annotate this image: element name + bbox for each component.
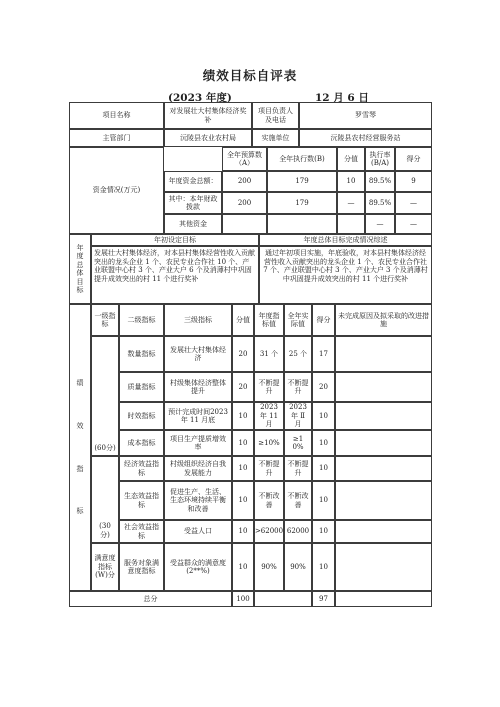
funds-cell: 200 (222, 171, 267, 192)
indicator-header: 三级指标 (164, 304, 232, 336)
contact-value: 罗雪琴 (299, 102, 432, 129)
actual-cell: ≥1 0% (284, 430, 312, 456)
target-cell: 不断提升 (254, 372, 284, 402)
target-cell: 2023 年 11 月 (254, 402, 284, 430)
level3-cell: 项目生产提质增效率 (164, 430, 232, 456)
level2-cell: 质量指标 (119, 372, 164, 402)
funds-cell: 9 (395, 171, 432, 192)
actual-cell: 不断提升 (284, 456, 312, 481)
level3-cell: 预计完成时间2023 年 11 月底 (164, 402, 232, 430)
funds-cell: — (365, 214, 395, 234)
level2-cell: 生态效益指标 (119, 481, 164, 520)
actual-cell: 25 个 (284, 336, 312, 372)
level3-cell: 促进生产、生活、生态环境持续平衡和改善 (164, 481, 232, 520)
indicator-header: 全年实际值 (284, 304, 312, 336)
funds-cell: 10 (337, 171, 365, 192)
dept-label: 主管部门 (69, 129, 164, 147)
actual-cell: 62000 (284, 520, 312, 543)
level3-cell: 发展壮大村集体经济 (164, 336, 232, 372)
funds-cell (267, 214, 337, 234)
target-cell: 90% (254, 543, 284, 591)
note-cell (335, 336, 432, 372)
note-cell (335, 520, 432, 543)
level3-cell: 村级集体经济整体提升 (164, 372, 232, 402)
funds-cell: 179 (267, 171, 337, 192)
funds-cell (222, 214, 267, 234)
got-cell: 10 (312, 481, 335, 520)
indicator-header: 二级指标 (119, 304, 164, 336)
funds-cell: 200 (222, 192, 267, 214)
score-cell: 20 (232, 372, 254, 402)
level3-cell: 村级组织经济自我发展能力 (164, 456, 232, 481)
dept-value: 沅陵县农业农村局 (164, 129, 252, 147)
got-cell: 17 (312, 336, 335, 372)
level2-cell: 数量指标 (119, 336, 164, 372)
score-cell: 10 (232, 520, 254, 543)
year-label: (2023 年度) (168, 92, 232, 104)
contact-label: 项目负责人及电话 (252, 102, 299, 129)
got-cell: 10 (312, 430, 335, 456)
funds-header-points: 分值 (337, 147, 365, 171)
note-cell (335, 456, 432, 481)
date-label: 12 月 6 日 (315, 92, 369, 104)
score-cell: 10 (232, 430, 254, 456)
level2-cell: 社会效益指标 (119, 520, 164, 543)
total-got: 97 (312, 591, 335, 607)
project-name-label: 项目名称 (69, 102, 164, 129)
indicator-header: 年度指标值 (254, 304, 284, 336)
note-cell (335, 543, 432, 591)
completion-text: 通过年初项目实施，年底验收，对本县村集体经济经营性收入贡献突出的龙头企业 1 个、农民专业合作社 7 个、产业联盟中心村 3 个、产业大户 3 个及消薄村中巩固提升成效突出的村 11 个进行奖补 (259, 246, 432, 304)
initial-goal-header: 年初设定目标 (91, 234, 259, 246)
level3-cell: 受益群众的满意度(2**%) (164, 543, 232, 591)
total-score: 100 (232, 591, 254, 607)
target-cell: >62000 (254, 520, 284, 543)
funds-cell: — (337, 192, 365, 214)
funds-cell: 89.5% (365, 171, 395, 192)
funds-header-executed: 全年执行数(B) (267, 147, 337, 171)
indicators-side-label: 绩 效 指 标 (69, 304, 91, 591)
target-cell: 不断提升 (254, 456, 284, 481)
funds-row-label: 其他资金 (164, 214, 222, 234)
total-note (335, 591, 432, 607)
total-blank (254, 591, 312, 607)
funds-header-score: 得分 (395, 147, 432, 171)
score-cell: 10 (232, 456, 254, 481)
level1-benefit: (30 分) (91, 456, 119, 543)
level1-output: (60分) (91, 336, 119, 456)
unit-label: 实施单位 (252, 129, 299, 147)
level1-satisfaction: 满意度指标(W)分 (91, 543, 119, 591)
funds-cell: — (395, 192, 432, 214)
target-cell: 31 个 (254, 336, 284, 372)
level2-cell: 经济效益指标 (119, 456, 164, 481)
project-name-value: 对发展壮大村集体经济奖补 (164, 102, 252, 129)
funds-header-rate: 执行率(B/A) (365, 147, 395, 171)
actual-cell: 不断提升 (284, 372, 312, 402)
total-label: 总分 (69, 591, 232, 607)
level2-cell: 时效指标 (119, 402, 164, 430)
note-cell (335, 372, 432, 402)
got-cell: 10 (312, 456, 335, 481)
funds-cell: 89.5% (365, 192, 395, 214)
funds-corner (164, 147, 222, 171)
score-cell: 10 (232, 481, 254, 520)
level2-cell: 服务对象满意度指标 (119, 543, 164, 591)
got-cell: 10 (312, 543, 335, 591)
evaluation-table (69, 102, 432, 610)
score-cell: 10 (232, 543, 254, 591)
indicator-header: 分值 (232, 304, 254, 336)
score-cell: 20 (232, 336, 254, 372)
got-cell: 20 (312, 372, 335, 402)
funds-header-budget: 全年预算数（A） (222, 147, 267, 171)
level2-cell: 成本指标 (119, 430, 164, 456)
target-cell: ≥10% (254, 430, 284, 456)
level3-cell: 受益人口 (164, 520, 232, 543)
initial-goal-text: 发展壮大村集体经济，对本县村集体经营性收入贡献突出的龙头企业 1 个、农民专业合作社 10 个、产业联盟中心村 3 个、产业大户 6 个及消薄村中巩固提升成效突出的村 11 个进行奖补 (91, 246, 259, 304)
got-cell: 10 (312, 520, 335, 543)
unit-value: 沅陵县农村经营服务站 (299, 129, 432, 147)
goals-side-label: 年 度 总 体 目 标 (69, 234, 91, 304)
funds-cell: 179 (267, 192, 337, 214)
got-cell: 10 (312, 402, 335, 430)
actual-cell: 2023 年 Ⅱ 月 (284, 402, 312, 430)
form-title: 绩效目标自评表 (202, 68, 298, 83)
note-cell (335, 430, 432, 456)
score-cell: 10 (232, 402, 254, 430)
funds-cell: — (395, 214, 432, 234)
target-cell: 不断改善 (254, 481, 284, 520)
actual-cell: 不断改善 (284, 481, 312, 520)
completion-header: 年度总体目标完成情况综述 (259, 234, 432, 246)
funds-row-label: 年度资金总额： (164, 171, 222, 192)
funds-cell (337, 214, 365, 234)
funds-row-label: 其中：本年财政拨款 (164, 192, 222, 214)
actual-cell: 90% (284, 543, 312, 591)
indicator-header: 未完成原因及拟采取的改进措施 (335, 304, 432, 336)
indicator-header: 一级指标 (91, 304, 119, 336)
indicator-header: 得分 (312, 304, 335, 336)
note-cell (335, 481, 432, 520)
funds-label: 资金情况(万元) (69, 147, 164, 234)
note-cell (335, 402, 432, 430)
